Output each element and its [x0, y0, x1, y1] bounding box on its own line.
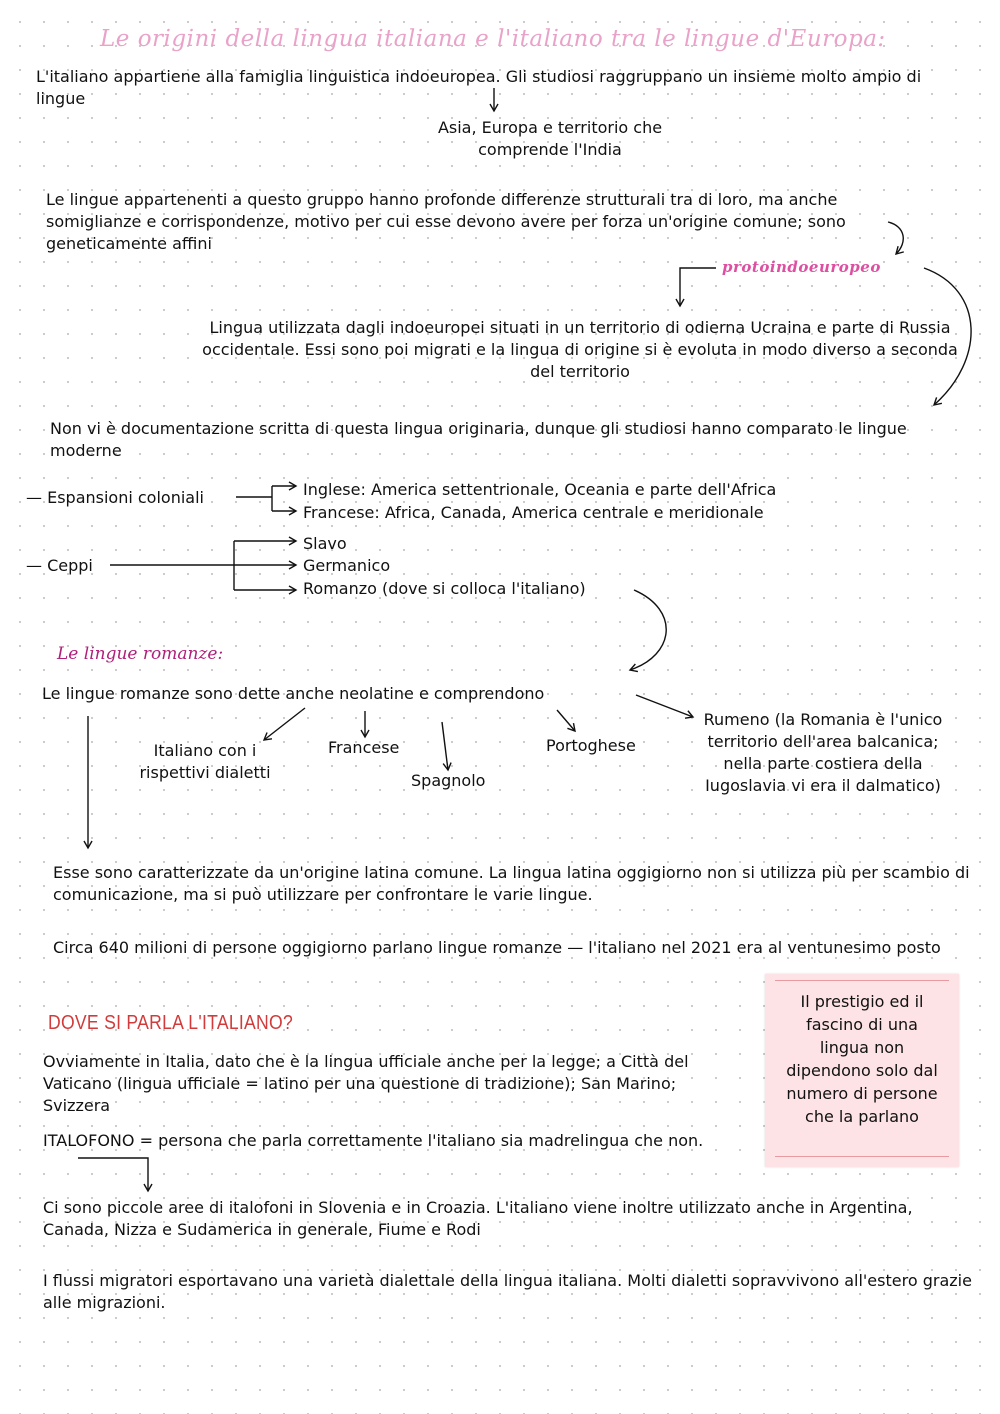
- intro-text: L'italiano appartiene alla famiglia linguistica indoeuropea. Gli studiosi raggruppano un insieme molto ampio di lingue: [36, 67, 922, 108]
- proto-label: protoindoeuropeo: [722, 258, 881, 276]
- documentazione-text: Non vi è documentazione scritta di questa lingua originaria, dunque gli studiosi hanno comparato le lingue moderne: [50, 419, 907, 460]
- aree-text: Ci sono piccole aree di italofoni in Slovenia e in Croazia. L'italiano viene inoltre utilizzato anche in Argentina, Canada, Nizza e Sudamerica in generale, Fiume e Rodi: [43, 1198, 913, 1239]
- origine-latina-text: Esse sono caratterizzate da un'origine latina comune. La lingua latina oggigiorno non si utilizza più per scambio di comunicazione, ma si può utilizzare per confrontare le varie lingue.: [53, 863, 970, 904]
- espansioni-item: Francese: Africa, Canada, America centrale e meridionale: [303, 503, 764, 522]
- ceppi-item: Slavo: [303, 534, 347, 553]
- arrow-italofono: [78, 1158, 148, 1191]
- differenze-text: Le lingue appartenenti a questo gruppo hanno profonde differenze strutturali tra di loro, ma anche somiglianze e corrispondenze, motivo per cui esse devono avere per forza un'origine comune; sono geneticamente affini: [46, 190, 846, 253]
- arrow-rumeno: [636, 695, 693, 717]
- arrow-portoghese: [557, 710, 575, 731]
- arrow-curl-proto: [888, 222, 903, 254]
- romanze-portoghese: Portoghese: [546, 736, 636, 755]
- romanze-rumeno: Rumeno (la Romania è l'unico territorio dell'area balcanica; nella parte costiera della Iugoslavia vi era il dalmatico): [703, 710, 943, 795]
- dove-text: Ovviamente in Italia, dato che è la lingua ufficiale anche per la legge; a Città del Vaticano (lingua ufficiale = latino per una questione di tradizione); San Marino; Svizzera: [43, 1052, 689, 1115]
- romanze-title: Le lingue romanze:: [57, 644, 224, 664]
- romanze-intro: Le lingue romanze sono dette anche neolatine e comprendono: [42, 684, 545, 703]
- area-note: Asia, Europa e territorio che comprende l'India: [437, 118, 663, 159]
- romanze-spagnolo: Spagnolo: [411, 771, 486, 790]
- ceppi-label: — Ceppi: [26, 556, 93, 575]
- dove-title: DOVE SI PARLA L'ITALIANO?: [48, 1012, 294, 1034]
- italofono-text: ITALOFONO = persona che parla correttamente l'italiano sia madrelingua che non.: [43, 1131, 704, 1150]
- espansioni-label: — Espansioni coloniali: [26, 488, 204, 507]
- ceppi-item: Romanzo (dove si colloca l'italiano): [303, 579, 586, 598]
- arrow-proto-doc: [924, 268, 971, 405]
- proto-description: Lingua utilizzata dagli indoeuropei situati in un territorio di odierna Ucraina e parte di Russia occidentale. Essi sono poi migrati e la lingua di origine si è evoluta in modo diverso a seconda del territorio: [202, 318, 958, 381]
- arrow-proto-desc: [680, 268, 716, 306]
- romanze-francese: Francese: [328, 738, 400, 757]
- arrow-romanzo-romanze: [630, 590, 666, 670]
- arrow-spagnolo: [442, 722, 448, 770]
- espansioni-item: Inglese: America settentrionale, Oceania e parte dell'Africa: [303, 480, 777, 499]
- arrow-italiano: [264, 708, 305, 740]
- parlanti-text: Circa 640 milioni di persone oggigiorno parlano lingue romanze — l'italiano nel 2021 era al ventunesimo posto: [53, 938, 941, 957]
- flussi-text: I flussi migratori esportavano una varietà dialettale della lingua italiana. Molti dialetti sopravvivono all'estero grazie alle migrazioni.: [43, 1271, 972, 1312]
- note-box-text: Il prestigio ed il fascino di una lingua non dipendono solo dal numero di persone che la parlano: [786, 992, 938, 1126]
- page-title: Le origini della lingua italiana e l'italiano tra le lingue d'Europa:: [100, 26, 886, 52]
- romanze-italiano: Italiano con i rispettivi dialetti: [139, 741, 271, 782]
- ceppi-item: Germanico: [303, 556, 391, 575]
